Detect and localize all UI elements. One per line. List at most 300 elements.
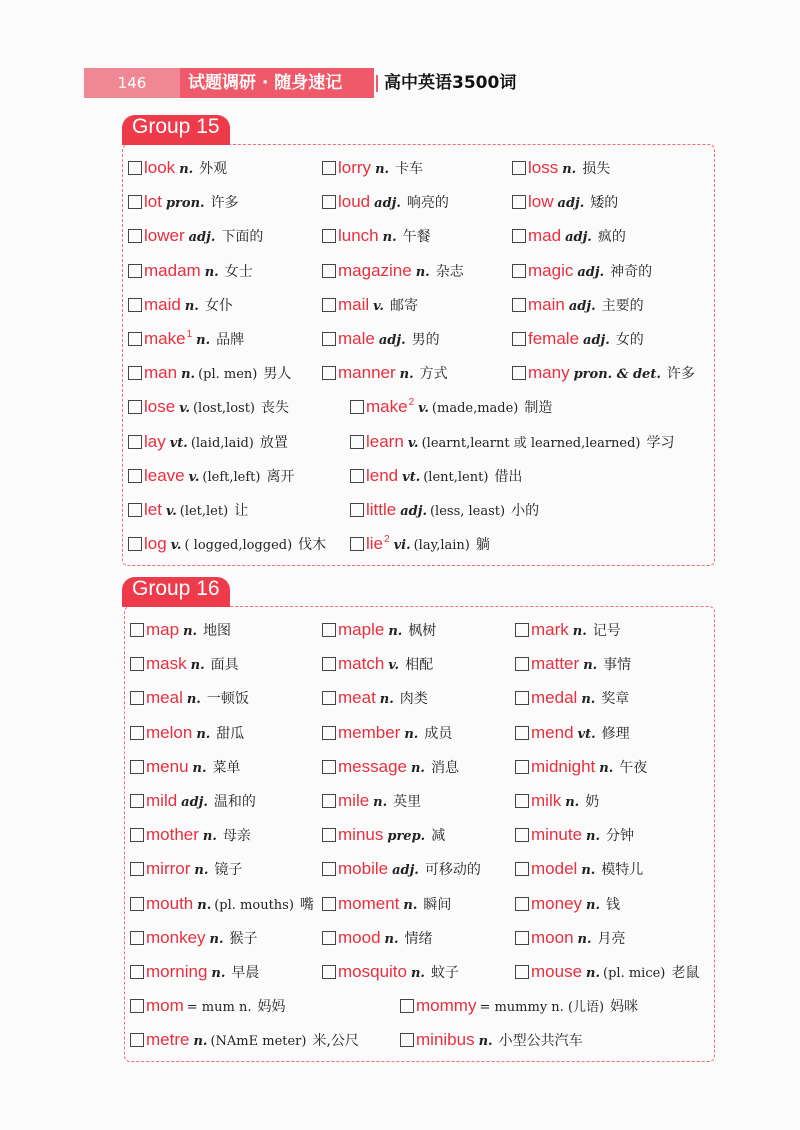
checkbox[interactable] [350,400,364,414]
vocab-entry [512,363,695,385]
checkbox[interactable] [322,195,336,209]
vocab-word: minute [531,825,583,845]
vocab-word: male [338,329,375,348]
vocab-entry [515,688,629,710]
vocab-entry [322,226,431,248]
vocab-word: mend [531,722,574,742]
chinese-meaning: 奶 [585,794,600,810]
vocab-word: mark [531,620,569,639]
vocab-entry [512,226,626,248]
checkbox[interactable] [322,623,336,637]
vocab-entry [515,757,647,779]
checkbox[interactable] [515,794,529,808]
part-of-speech: n. [197,897,212,913]
checkbox[interactable] [515,965,529,979]
group-title: Group 16 [122,577,230,607]
chinese-meaning: 奖章 [601,691,630,708]
checkbox[interactable] [128,366,142,380]
vocab-word: learn [366,431,404,451]
vocab-entry [322,894,451,916]
vocab-word: many [528,363,570,383]
word-forms: (less, least) [429,504,506,519]
vocab-entry [322,928,433,950]
vocab-entry [350,397,552,419]
part-of-speech: v. [165,504,177,519]
vocab-entry [128,158,227,180]
vocab-word: mild [146,791,178,810]
checkbox[interactable] [130,931,144,945]
vocab-entry [322,363,448,385]
chinese-meaning: 疯的 [597,229,626,246]
chinese-meaning: 面具 [210,657,239,674]
vocab-word: map [146,620,180,639]
chinese-meaning: 嘴 [299,896,314,913]
vocab-entry [322,688,428,710]
checkbox[interactable] [515,862,529,876]
chinese-meaning: 瞬间 [423,896,452,913]
checkbox[interactable] [350,537,364,551]
vocab-word: medal [531,688,578,708]
checkbox[interactable] [130,999,144,1013]
chinese-meaning: 响亮的 [406,195,449,212]
vocab-entry [130,1030,359,1052]
vocab-word: meat [338,688,376,708]
vocab-word: lower [144,226,185,246]
vocab-word: mood [338,927,381,947]
chinese-meaning: 主要的 [601,297,644,314]
vocab-entry [515,723,630,745]
vocab-word: lend [366,465,399,485]
chinese-meaning: 让 [234,503,249,519]
checkbox[interactable] [512,161,526,175]
chinese-meaning: 消息 [430,759,459,776]
part-of-speech: n. [586,897,601,913]
part-of-speech: n. [562,162,577,177]
checkbox[interactable] [400,999,414,1013]
part-of-speech: v. [188,469,200,485]
vocab-word: lot [144,192,162,212]
vocab-word: moon [531,927,574,947]
chinese-meaning: 杂志 [435,263,464,280]
checkbox[interactable] [130,965,144,979]
checkbox[interactable] [130,1033,144,1047]
vocab-entry [130,928,258,950]
vocab-entry [128,226,263,248]
sense-number: 2 [384,534,390,546]
vocab-entry [128,466,294,488]
checkbox[interactable] [128,229,142,243]
vocab-word: little [366,500,397,519]
word-forms: (made,made) [431,401,519,417]
checkbox[interactable] [322,161,336,175]
vocab-word: matter [531,654,580,674]
chinese-meaning: 借出 [494,468,523,485]
vocab-entry [130,825,251,847]
vocab-word: main [528,294,565,314]
checkbox[interactable] [130,691,144,705]
part-of-speech: v. [407,435,419,451]
checkbox[interactable] [322,366,336,380]
chinese-meaning: 丧失 [261,400,290,417]
vocab-entry [130,962,259,984]
vocab-word: mouth [146,893,194,913]
part-of-speech: adj. [374,196,401,212]
chinese-meaning: 躺 [475,537,490,554]
chinese-meaning: 小的 [511,503,540,519]
checkbox[interactable] [512,195,526,209]
chinese-meaning: 甜瓜 [216,725,245,742]
vocab-entry [128,397,289,419]
chinese-meaning: 枫树 [408,623,437,639]
checkbox[interactable] [515,726,529,740]
part-of-speech: n. [382,230,397,246]
header-divider [376,75,378,92]
vocab-entry [130,688,249,710]
chinese-meaning: 钱 [606,896,621,913]
vocab-word: lay [144,431,166,451]
part-of-speech: n. [209,931,224,947]
vocab-entry [322,329,440,351]
checkbox[interactable] [512,264,526,278]
vocab-word: manner [338,363,396,383]
vocab-word: meal [146,688,183,708]
vocab-entry [512,192,618,214]
checkbox[interactable] [515,828,529,842]
chinese-meaning: 外观 [199,161,228,177]
chinese-meaning: 老鼠 [671,965,700,981]
vocab-word: mouse [531,962,583,981]
part-of-speech: n. [572,624,587,639]
checkbox[interactable] [322,794,336,808]
vocab-entry [130,894,314,916]
chinese-meaning: 午夜 [619,759,648,776]
vocab-word: magic [528,260,574,280]
series-name: 试题调研 · 随身速记 [188,73,343,93]
chinese-meaning: 学习 [646,434,675,451]
vocab-entry [130,996,285,1018]
chinese-meaning: 午餐 [402,229,431,246]
vocab-word: make [144,329,186,348]
vocab-word: loss [528,158,559,177]
checkbox[interactable] [322,691,336,705]
checkbox[interactable] [130,726,144,740]
vocab-entry [322,158,423,180]
vocab-word: lorry [338,158,372,177]
part-of-speech: n. [599,760,614,776]
group-title: Group 15 [122,115,230,145]
checkbox[interactable] [128,298,142,312]
chinese-meaning: 卡车 [395,161,424,177]
chinese-meaning: 女士 [224,263,253,280]
vocab-entry [322,825,445,847]
word-forms: = mum n. [186,1000,252,1016]
checkbox[interactable] [128,537,142,551]
checkbox[interactable] [130,794,144,808]
part-of-speech: adj. [565,230,592,246]
chinese-meaning: 品牌 [216,332,245,348]
vocab-entry [512,329,644,351]
vocab-word: member [338,722,401,742]
vocab-word: message [338,756,407,776]
vocab-word: loud [338,192,371,212]
vocab-word: money [531,893,583,913]
vocab-word: monkey [146,927,206,947]
chinese-meaning: 事情 [603,657,632,674]
checkbox[interactable] [128,161,142,175]
chinese-meaning: 小型公共汽车 [498,1033,583,1050]
chinese-meaning: 矮的 [590,195,619,212]
word-forms: (pl. mouths) [214,897,294,913]
vocab-entry [130,654,239,676]
part-of-speech: n. [196,726,211,742]
part-of-speech: vi. [393,538,411,554]
part-of-speech: pron. & det. [573,367,661,383]
checkbox[interactable] [322,862,336,876]
vocab-entry [128,534,326,556]
vocab-entry [322,261,464,283]
chinese-meaning: 情绪 [404,930,433,947]
vocab-entry [128,363,291,385]
part-of-speech: adj. [557,196,585,212]
checkbox[interactable] [322,332,336,346]
vocab-entry [130,757,241,779]
checkbox[interactable] [515,760,529,774]
vocab-word: magazine [338,260,412,280]
vocab-entry [322,192,449,214]
chinese-meaning: 月亮 [597,930,626,947]
vocab-entry [515,791,599,813]
vocab-entry [322,654,433,676]
vocab-word: leave [144,465,185,485]
vocab-word: madam [144,260,201,280]
part-of-speech: adj. [188,230,216,246]
checkbox[interactable] [322,726,336,740]
vocab-entry [515,894,620,916]
vocab-entry [512,158,610,180]
chinese-meaning: 男人 [263,366,292,383]
checkbox[interactable] [350,469,364,483]
chinese-meaning: 蚊子 [430,965,459,981]
vocab-entry [322,859,481,881]
chinese-meaning: 许多 [210,195,239,212]
chinese-meaning: 妈咪 [610,999,639,1016]
chinese-meaning: 制造 [524,400,553,417]
checkbox[interactable] [512,366,526,380]
part-of-speech: v. [418,401,429,417]
part-of-speech: n. [183,624,198,639]
word-forms: (learnt,learnt 或 learned,learned) [421,435,641,451]
vocab-word: minibus [416,1030,475,1050]
vocab-entry [350,466,522,488]
chinese-meaning: 成员 [424,725,453,742]
vocab-entry [350,432,675,454]
vocab-entry [128,295,233,317]
checkbox[interactable] [322,760,336,774]
part-of-speech: n. [581,692,596,708]
page-header [84,68,784,98]
part-of-speech: pron. [165,196,205,212]
vocab-entry [515,825,634,847]
vocab-entry [128,261,253,283]
part-of-speech: n. [193,1034,208,1050]
checkbox[interactable] [515,623,529,637]
word-forms: (let,let) [179,504,229,519]
book-title: 高中英语3500词 [384,73,517,93]
vocab-word: lie [366,534,384,554]
vocab-word: midnight [531,756,596,776]
vocab-word: lose [144,397,176,417]
vocab-word: female [528,329,580,348]
vocab-entry [322,723,452,745]
vocab-entry [128,329,244,351]
chinese-meaning: 女的 [615,332,644,348]
vocab-entry [515,962,699,984]
vocab-word: look [144,158,176,177]
chinese-meaning: 减 [431,828,446,845]
checkbox[interactable] [515,657,529,671]
chinese-meaning: 肉类 [399,691,428,708]
checkbox[interactable] [322,965,336,979]
vocab-word: milk [531,791,562,810]
part-of-speech: n. [384,931,399,947]
part-of-speech: adj. [392,863,419,879]
checkbox[interactable] [128,435,142,449]
checkbox[interactable] [128,332,142,346]
chinese-meaning: 温和的 [213,794,256,810]
word-forms: (lost,lost) [192,401,256,417]
vocab-entry [322,962,459,984]
part-of-speech: n. [581,863,596,879]
vocab-entry [130,620,231,642]
vocab-entry [512,261,652,283]
vocab-entry [322,295,418,317]
chinese-meaning: 伐木 [298,537,327,554]
part-of-speech: adj. [568,298,596,314]
part-of-speech: n. [181,367,196,383]
part-of-speech: n. [403,897,418,913]
part-of-speech: n. [179,162,194,177]
part-of-speech: n. [586,966,601,981]
checkbox[interactable] [128,195,142,209]
part-of-speech: n. [388,624,403,639]
part-of-speech: adj. [378,333,406,348]
checkbox[interactable] [512,229,526,243]
checkbox[interactable] [515,897,529,911]
checkbox[interactable] [322,264,336,278]
checkbox[interactable] [322,657,336,671]
checkbox[interactable] [400,1033,414,1047]
checkbox[interactable] [128,503,142,517]
vocab-word: let [144,500,162,519]
chinese-meaning: 离开 [266,468,295,485]
part-of-speech: v. [388,658,400,674]
vocab-entry [322,791,421,813]
part-of-speech: n. [577,931,592,947]
vocab-word: mother [146,825,199,845]
checkbox[interactable] [512,298,526,312]
checkbox[interactable] [350,435,364,449]
part-of-speech: vt. [402,469,421,485]
checkbox[interactable] [512,332,526,346]
part-of-speech: n. [202,829,217,845]
part-of-speech: n. [190,658,205,674]
word-forms: (NAmE meter) [210,1034,307,1050]
vocab-word: mom [146,996,184,1016]
vocab-word: make [366,397,408,417]
sense-number: 1 [186,329,193,340]
checkbox[interactable] [515,931,529,945]
checkbox[interactable] [322,897,336,911]
checkbox[interactable] [128,264,142,278]
checkbox[interactable] [130,760,144,774]
vocab-word: mask [146,654,187,674]
checkbox[interactable] [130,657,144,671]
vocab-entry [128,192,239,214]
vocab-entry [322,757,459,779]
chinese-meaning: 镜子 [214,862,243,879]
word-forms: (lent,lent) [423,469,489,485]
part-of-speech: n. [583,658,598,674]
vocab-word: low [528,192,554,212]
vocab-word: man [144,363,178,383]
vocab-entry [515,620,621,642]
checkbox[interactable] [130,897,144,911]
vocab-word: maple [338,620,385,639]
part-of-speech: n. [204,264,219,280]
checkbox[interactable] [515,691,529,705]
part-of-speech: adj. [400,504,427,519]
checkbox[interactable] [130,623,144,637]
vocab-word: morning [146,962,208,981]
part-of-speech: n. [186,692,201,708]
chinese-meaning: 可移动的 [424,862,481,879]
checkbox[interactable] [322,931,336,945]
part-of-speech: n. [196,333,211,348]
chinese-meaning: 母亲 [222,828,251,845]
checkbox[interactable] [128,400,142,414]
checkbox[interactable] [130,862,144,876]
checkbox[interactable] [322,298,336,312]
checkbox[interactable] [322,229,336,243]
vocab-entry [130,723,244,745]
chinese-meaning: 邮寄 [389,297,418,314]
page-number: 146 [84,68,180,98]
vocab-word: match [338,654,385,674]
chinese-meaning: 女仆 [204,297,233,314]
vocab-entry [350,534,490,556]
checkbox[interactable] [322,828,336,842]
chinese-meaning: 下面的 [221,229,264,246]
vocab-word: model [531,859,578,879]
chinese-meaning: 放置 [259,434,288,451]
vocab-word: menu [146,756,189,776]
checkbox[interactable] [130,828,144,842]
part-of-speech: n. [211,966,226,981]
word-forms: (lay,lain) [413,538,470,554]
part-of-speech: n. [399,367,414,383]
part-of-speech: v. [373,298,384,314]
sense-number: 2 [408,397,415,409]
checkbox[interactable] [350,503,364,517]
checkbox[interactable] [128,469,142,483]
vocab-word: mobile [338,859,389,879]
chinese-meaning: 方式 [419,366,448,383]
vocab-word: mile [338,791,370,810]
vocab-word: minus [338,825,384,845]
part-of-speech: vt. [577,726,596,742]
chinese-meaning: 相配 [405,657,434,674]
chinese-meaning: 损失 [582,161,611,177]
